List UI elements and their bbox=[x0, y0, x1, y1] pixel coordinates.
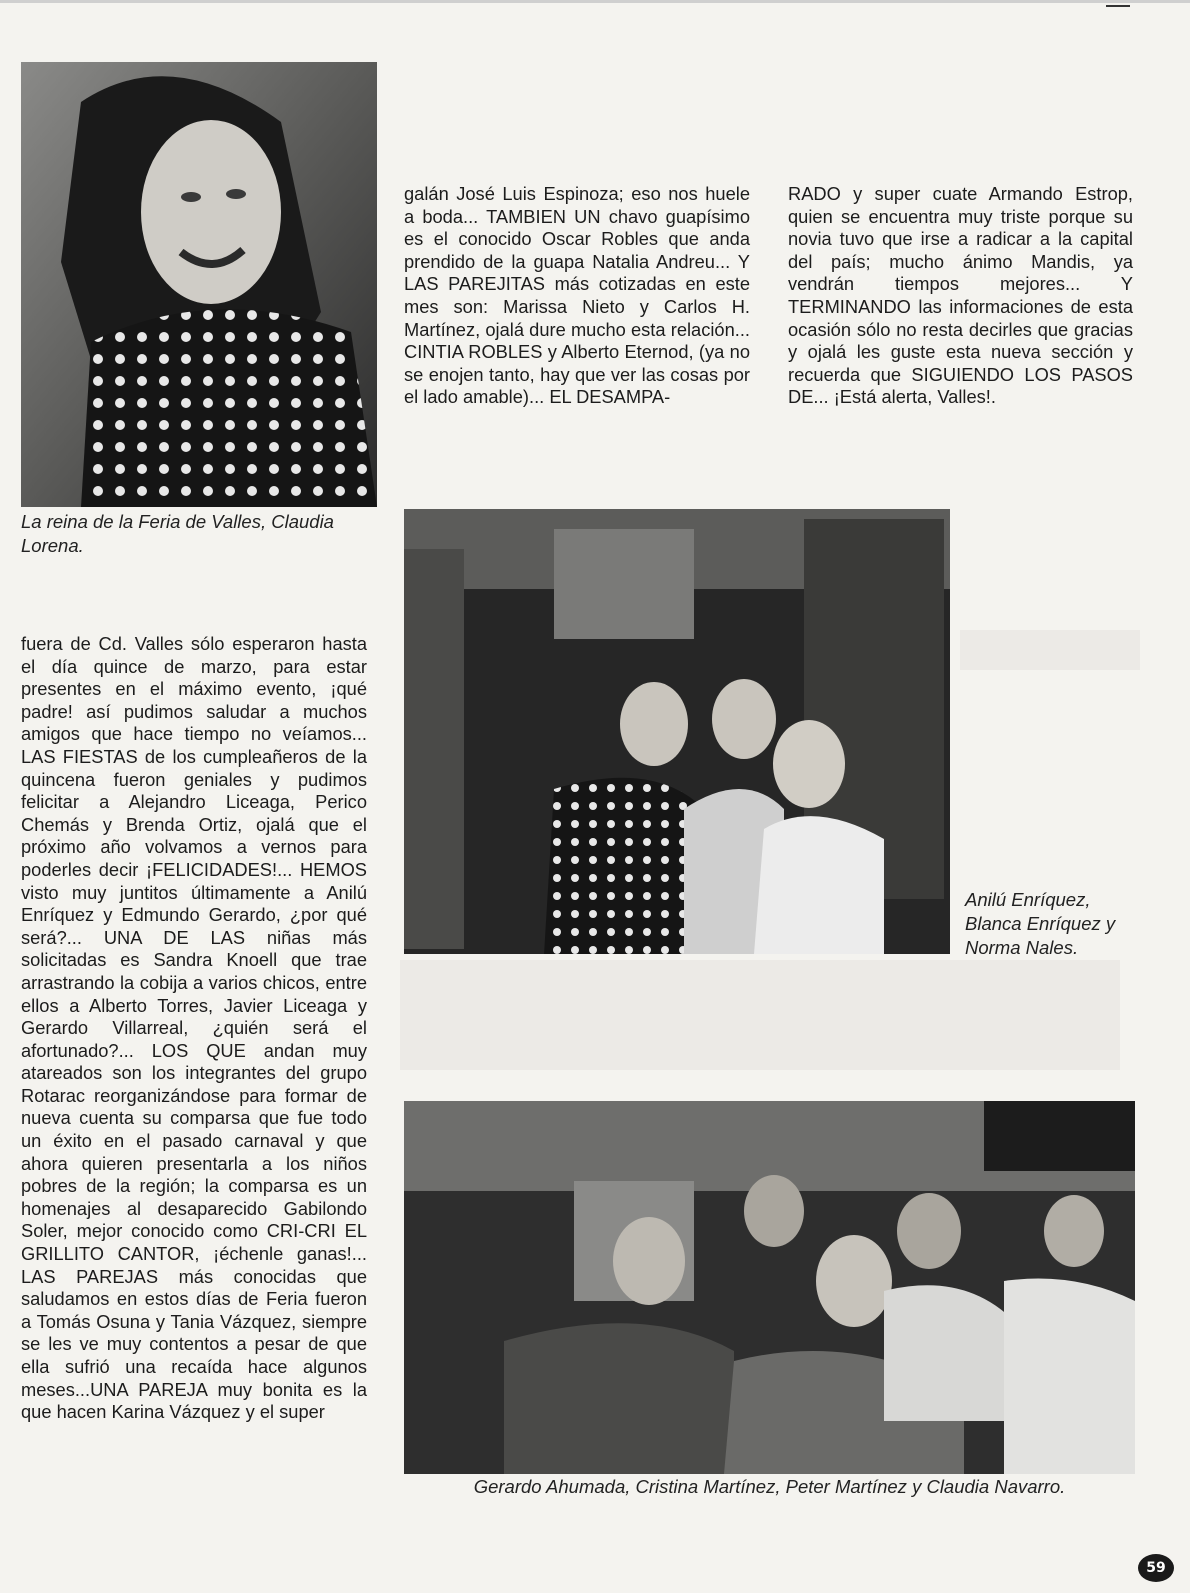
article-column-right: RADO y super cuate Armando Estrop, quien se encuentra muy triste porque su novia tuvo que irse a radicar a la capital del país; mucho ánimo Mandis, ya vendrán tiempos mejores... Y TERMINANDO las informaciones de esta ocasión sólo no resta decirles que gracias y ojalá les guste esta nueva sección y recuerda que SIGUIENDO LOS PASOS DE... ¡Está alerta, Valles!. bbox=[788, 183, 1133, 408]
group-photo bbox=[404, 1101, 1135, 1474]
show-through-area bbox=[960, 630, 1140, 670]
article-column-middle: galán José Luis Espinoza; eso nos huele a boda... TAMBIEN UN chavo guapísimo es el conocido Oscar Robles que anda prendido de la guapa Natalia Andreu... Y LAS PAREJITAS más cotizadas en este mes son: Marissa Nieto y Carlos H. Martínez, ojalá dure mucho esta relación... CINTIA ROBLES y Alberto Eternod, (ya no se enojen tanto, hay que ver las cosas por el lado amable)... EL DESAMPA- bbox=[404, 183, 750, 408]
trio-photo bbox=[404, 509, 950, 954]
show-through-area bbox=[400, 960, 1120, 1070]
page-number: 59 bbox=[1138, 1554, 1174, 1582]
queen-photo-caption: La reina de la Feria de Valles, Claudia Lorena. bbox=[21, 511, 334, 556]
queen-photo bbox=[21, 62, 377, 507]
top-corner-mark bbox=[1106, 5, 1130, 7]
top-border bbox=[0, 0, 1190, 3]
group-photo-caption: Gerardo Ahumada, Cristina Martínez, Peter Martínez y Claudia Navarro. bbox=[473, 1476, 1066, 1497]
trio-photo-caption: Anilú Enríquez, Blanca Enríquez y Norma Nales. bbox=[965, 889, 1116, 958]
article-column-left: fuera de Cd. Valles sólo esperaron hasta el día quince de marzo, para estar presentes en el máximo evento, ¡qué padre! así pudimos saludar a muchos amigos que hace tiempo no veíamos... LAS FIESTAS de los cumpleañeros de la quincena fueron geniales y pudimos felicitar a Alejandro Liceaga, Perico Chemás y Brenda Ortiz, ojalá que el próximo año volvamos a vernos para poderles decir ¡FELICIDADES!... HEMOS visto muy juntitos últimamente a Anilú Enríquez y Edmundo Gerardo, ¿por qué será?... UNA DE LAS niñas más solicitadas es Sandra Knoell que trae arrastrando la cobija a varios chicos, entre ellos a Alberto Torres, Javier Liceaga y Gerardo Villarreal, ¿quién será el afortunado?... LOS QUE andan muy atareados son los integrantes del grupo Rotarac reorganizándose para formar de nueva cuenta su comparsa que fue todo un éxito en el pasado carnaval y que ahora quieren presentarla a los niños pobres de la región; la comparsa es un homenajes al desaparecido Gabilondo Soler, mejor conocido como CRI-CRI EL GRILLITO CANTOR, ¡échenle ganas!... LAS PAREJAS más conocidas que saludamos en estos días de Feria fueron a Tomás Osuna y Tania Vázquez, siempre se les ve muy contentos a pesar de que ella sufrió una recaída hace algunos meses...UNA PAREJA muy bonita es la que hacen Karina Vázquez y el super bbox=[21, 633, 367, 1423]
